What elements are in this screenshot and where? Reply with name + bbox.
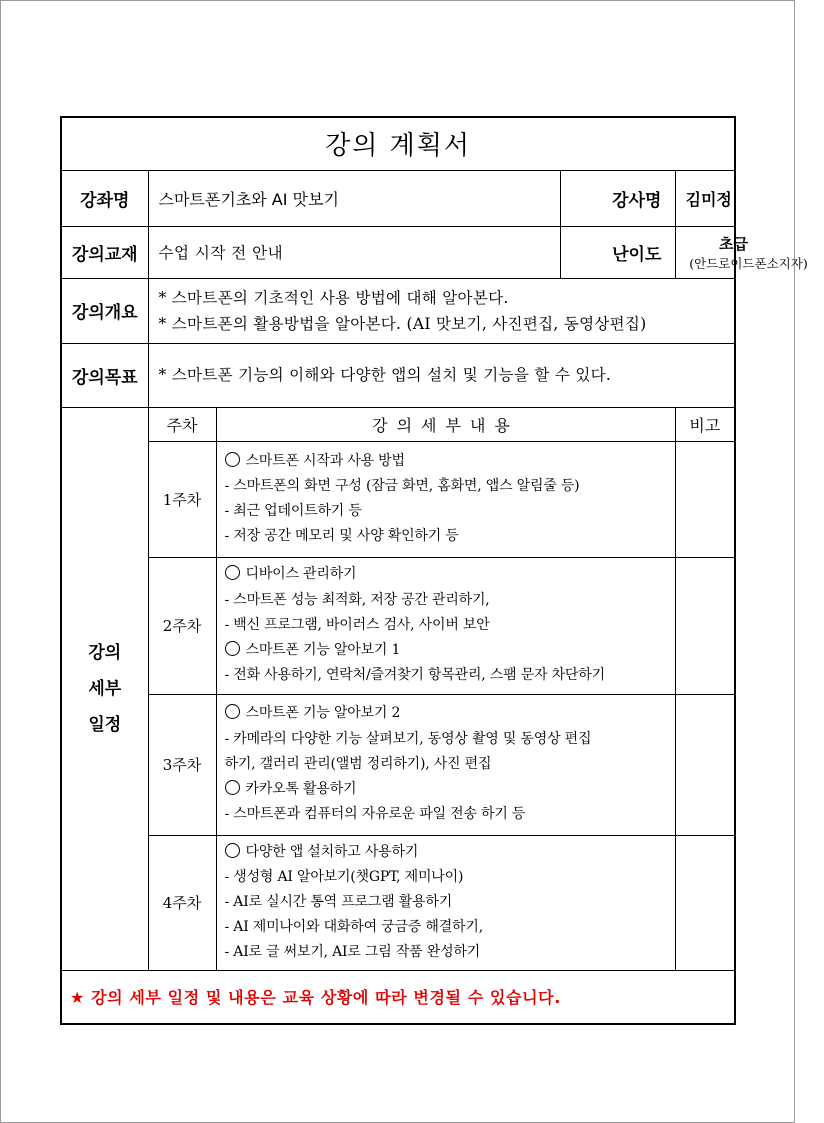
difficulty-label: 난이도 (599, 226, 675, 278)
topic-line (225, 701, 671, 726)
instructor-label: 강사명 (599, 170, 675, 226)
document-title: 강의 계획서 (61, 117, 735, 170)
detail-line (225, 865, 671, 890)
detail-line (225, 915, 671, 940)
week-3-label: 3주차 (148, 694, 216, 835)
line-text: - 스마트폰의 화면 구성 (잠금 화면, 홈화면, 앱스 알림줄 등) (224, 477, 580, 494)
week-3-note (675, 694, 735, 835)
detail-line (225, 474, 671, 499)
circle-bullet-icon (225, 704, 240, 719)
detail-line (225, 524, 671, 549)
note-header: 비고 (675, 407, 735, 441)
topic-line (225, 840, 671, 865)
instructor-value: 김미정 (675, 170, 735, 226)
circle-bullet-icon (225, 843, 240, 858)
goal-content: * 스마트폰 기능의 이해와 다양한 앱의 설치 및 기능을 할 수 있다. (148, 343, 735, 407)
circle-bullet-icon (225, 641, 240, 656)
difficulty-cell (675, 226, 808, 278)
detail-line (225, 890, 671, 915)
line-text: - 최근 업데이트하기 등 (224, 503, 362, 519)
overview-line: * 스마트폰의 활용방법을 알아본다. (AI 맛보기, 사진편집, 동영상편집) (158, 314, 647, 333)
detail-line (225, 588, 671, 613)
content-header: 강의세부내용 (216, 407, 675, 441)
line-text: - 전화 사용하기, 연락처/즐겨찾기 항목관리, 스팸 문자 차단하기 (224, 667, 605, 684)
week-4-label: 4주차 (148, 835, 216, 970)
topic-line (225, 562, 671, 587)
circle-bullet-icon (225, 565, 240, 580)
week-1-note (675, 441, 735, 557)
week-2-content (216, 557, 675, 694)
line-text: - 생성형 AI 알아보기(챗GPT, 제미나이) (224, 868, 464, 885)
detail-line (225, 499, 671, 524)
detail-line (225, 802, 671, 827)
week-4-note (675, 835, 735, 970)
textbook-value: 수업 시작 전 안내 (148, 226, 560, 278)
course-name-value: 스마트폰기초와 AI 맛보기 (148, 170, 560, 226)
detail-line (225, 727, 671, 752)
detail-line (225, 752, 671, 777)
difficulty-note: (안드로이드폰소지자) (689, 255, 808, 271)
textbook-label: 강의교재 (61, 226, 148, 278)
schedule-change-notice: ★ 강의 세부 일정 및 내용은 교육 상황에 따라 변경될 수 있습니다. (61, 970, 735, 1024)
overview-line: * 스마트폰의 기초적인 사용 방법에 대해 알아본다. (158, 288, 509, 307)
line-text: 하기, 갤러리 관리(앨범 정리하기), 사진 편집 (224, 755, 492, 772)
line-text: 스마트폰 기능 알아보기 2 (245, 705, 401, 722)
week-header: 주차 (148, 407, 216, 441)
course-name-label: 강좌명 (61, 170, 148, 226)
line-text: - 저장 공간 메모리 및 사양 확인하기 등 (224, 528, 459, 545)
line-text: 스마트폰 시작과 사용 방법 (245, 452, 405, 469)
line-text: - AI로 글 써보기, AI로 그림 작품 완성하기 (224, 944, 481, 961)
line-text: - 스마트폰 성능 최적화, 저장 공간 관리하기, (224, 591, 490, 608)
week-2-note (675, 557, 735, 694)
circle-bullet-icon (225, 452, 240, 467)
topic-line (225, 638, 671, 663)
schedule-label: 강의 세부 일정 (61, 407, 148, 970)
line-text: - AI로 실시간 통역 프로그램 활용하기 (224, 893, 453, 910)
line-text: - AI 제미나이와 대화하여 궁금증 해결하기, (224, 919, 483, 936)
topic-line (225, 449, 671, 474)
line-text: 다양한 앱 설치하고 사용하기 (245, 843, 419, 860)
week-2-label: 2주차 (148, 557, 216, 694)
goal-label: 강의목표 (61, 343, 148, 407)
line-text: - 백신 프로그램, 바이러스 검사, 사이버 보안 (224, 616, 490, 633)
week-1-content (216, 441, 675, 557)
week-4-content (216, 835, 675, 970)
line-text: 카카오톡 활용하기 (245, 781, 357, 798)
line-text: - 스마트폰과 컴퓨터의 자유로운 파일 전송 하기 등 (224, 806, 526, 823)
line-text: 스마트폰 기능 알아보기 1 (245, 642, 401, 659)
line-text: 디바이스 관리하기 (245, 566, 357, 583)
week-3-content (216, 694, 675, 835)
difficulty-value: 초급 (719, 234, 748, 253)
lecture-plan-table (60, 116, 808, 1025)
detail-line (225, 663, 671, 688)
circle-bullet-icon (225, 780, 240, 795)
overview-label: 강의개요 (61, 278, 148, 343)
week-1-label: 1주차 (148, 441, 216, 557)
topic-line (225, 777, 671, 802)
detail-line (225, 940, 671, 965)
line-text: - 카메라의 다양한 기능 살펴보기, 동영상 촬영 및 동영상 편집 (224, 730, 592, 747)
detail-line (225, 613, 671, 638)
overview-content (148, 278, 735, 343)
